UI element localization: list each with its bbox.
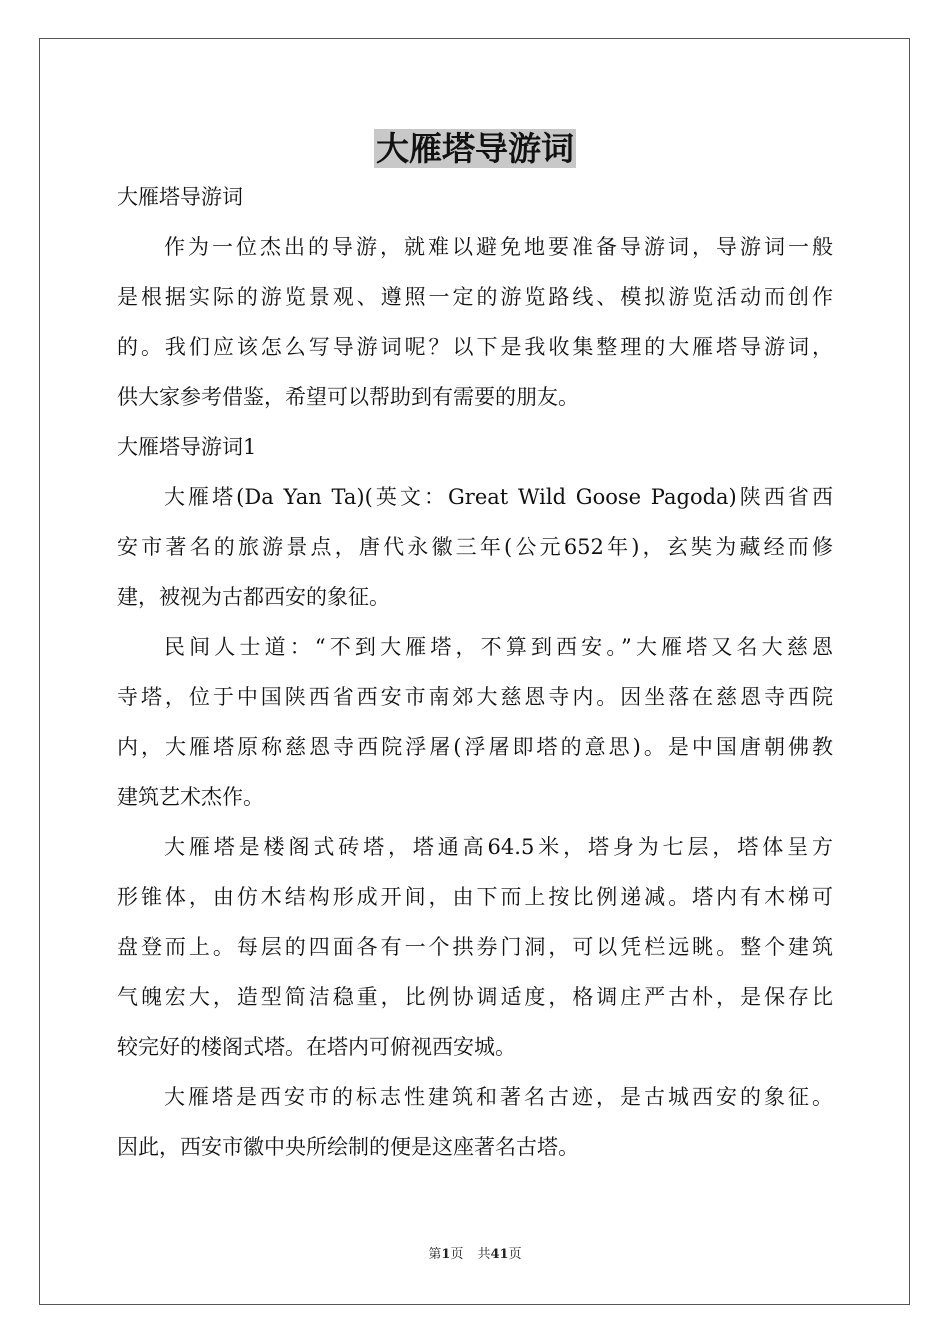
body-line: 寺塔，位于中国陕西省西安市南郊大慈恩寺内。因坐落在慈恩寺西院: [117, 685, 833, 709]
body-line: 安市著名的旅游景点，唐代永徽三年(公元652年)，玄奘为藏经而修: [117, 535, 833, 559]
body-line: 盘登而上。每层的四面各有一个拱券门洞，可以凭栏远眺。整个建筑: [117, 935, 833, 959]
body-line: 因此，西安市徽中央所绘制的便是这座著名古塔。: [117, 1135, 579, 1159]
body-line: 形锥体，由仿木结构形成开间，由下而上按比例递减。塔内有木梯可: [117, 885, 833, 909]
body-line: 的。我们应该怎么写导游词呢？以下是我收集整理的大雁塔导游词，: [117, 335, 833, 359]
total-suffix: 页: [508, 1247, 522, 1262]
body-line: 气魄宏大，造型简洁稳重，比例协调适度，格调庄严古朴，是保存比: [117, 985, 833, 1009]
body-line: 大雁塔导游词: [117, 185, 243, 209]
body-line: 内，大雁塔原称慈恩寺西院浮屠(浮屠即塔的意思)。是中国唐朝佛教: [117, 735, 833, 759]
page-number: 1: [441, 1247, 451, 1262]
document-body: [117, 172, 833, 1172]
total-pages: 41: [490, 1247, 509, 1262]
body-line: 大雁塔导游词1: [117, 435, 257, 459]
body-line: 是根据实际的游览景观、遵照一定的游览路线、模拟游览活动而创作: [117, 285, 833, 309]
document-title: [0, 124, 950, 174]
body-line: 民间人士道：“不到大雁塔，不算到西安。”大雁塔又名大慈恩: [164, 635, 833, 659]
body-line: 大雁塔是楼阁式砖塔，塔通高64.5米，塔身为七层，塔体呈方: [164, 835, 833, 859]
body-line: 作为一位杰出的导游，就难以避免地要准备导游词，导游词一般: [164, 235, 833, 259]
body-line: 大雁塔是西安市的标志性建筑和著名古迹，是古城西安的象征。: [164, 1085, 833, 1109]
document-title-text: 大雁塔导游词: [376, 129, 574, 168]
body-line: 较完好的楼阁式塔。在塔内可俯视西安城。: [117, 1035, 516, 1059]
total-prefix: 共: [477, 1247, 491, 1262]
body-line: 建，被视为古都西安的象征。: [117, 585, 390, 609]
body-line: 供大家参考借鉴，希望可以帮助到有需要的朋友。: [117, 385, 579, 409]
page-prefix: 第: [428, 1247, 442, 1262]
page-footer: [0, 1245, 950, 1265]
body-line: 大雁塔(Da Yan Ta)(英文：Great Wild Goose Pagoda)陕西省西: [164, 485, 833, 509]
body-line: 建筑艺术杰作。: [117, 785, 264, 809]
page-suffix: 页: [450, 1247, 464, 1262]
